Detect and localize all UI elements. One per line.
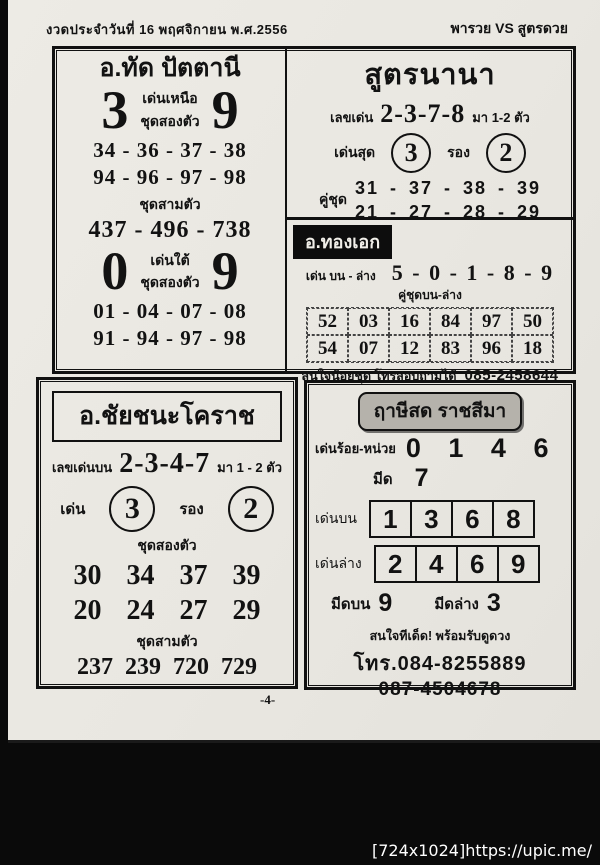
two-digit-row-1: 30 34 37 39 [73, 560, 261, 591]
hot-label: เด่น บน - ล่าง [305, 269, 376, 283]
hundred-unit-label: เด่นร้อย-หน่วย [315, 441, 396, 456]
section-title-band: อ.ทองเอก [293, 225, 392, 259]
meed-bottom-label: มีดล่าง [434, 595, 479, 613]
rong-circle: 2 [486, 133, 526, 173]
section-thong-ek [287, 220, 573, 384]
rong-label: รอง [447, 144, 470, 160]
hundred-unit-numbers: 0 1 4 6 [405, 433, 551, 463]
top-bottom-hot-line [287, 260, 573, 286]
hot-numbers: 2-3-7-8 [380, 99, 466, 128]
bottom-digits-row [307, 545, 573, 583]
digit-cell: 1 [369, 500, 412, 538]
hot-label: เลขเด่นบน [51, 460, 113, 475]
pair-line-1: 31 - 37 - 38 - 39 [354, 178, 542, 198]
north-label-2: ชุดสองตัว [140, 112, 200, 129]
issue-date-header: งวดประจำวันที่ 16 พฤศจิกายน พ.ศ.2556 [46, 22, 288, 37]
pair-grid-label: คู่ชุดบน-ล่าง [398, 288, 462, 302]
three-digit-label: ชุดสามตัว [136, 633, 198, 649]
page-number: -4- [260, 692, 276, 707]
best-circle: 3 [109, 486, 155, 532]
pair-number-grid [306, 307, 554, 363]
grid-cell: 12 [389, 335, 430, 362]
two-digit-row-2: 20 24 27 29 [73, 595, 261, 626]
south-left-digit: 0 [101, 241, 129, 302]
triple-set-label: ชุดสามตัว [139, 196, 201, 213]
grid-cell: 97 [471, 308, 512, 335]
section-chaichana-korat [36, 377, 298, 689]
section-title: สูตรนานา [364, 59, 496, 91]
pair-set-block [287, 176, 573, 225]
hot-suffix: มา 1-2 ตัว [472, 110, 530, 125]
bottom-digit-cells [374, 545, 540, 583]
hot-label: เลขเด่น [330, 110, 374, 125]
digit-cell: 8 [492, 500, 535, 538]
contact-text: สนใจน้อยชุด โทรสอบถามได้ [301, 369, 457, 383]
top-digits-row [307, 500, 573, 538]
digit-cell: 2 [374, 545, 417, 583]
top-digit-cells [369, 500, 535, 538]
north-label-1: เด่นเหนือ [142, 90, 198, 107]
north-digit-row [55, 79, 285, 140]
bottom-digits-label: เด่นล่าง [315, 555, 362, 571]
south-pairs-2: 91 - 94 - 97 - 98 [93, 326, 247, 351]
north-labels [140, 87, 199, 132]
south-labels [140, 249, 199, 294]
contact-text: สนใจทีเด็ด! พร้อมรับดูดวง [369, 629, 511, 643]
hot-numbers-line [287, 99, 573, 129]
digit-cell: 6 [456, 545, 499, 583]
paper-background [8, 0, 600, 743]
north-pairs-1: 34 - 36 - 37 - 38 [93, 137, 247, 162]
north-left-digit: 3 [101, 79, 129, 140]
meed-top-value: 9 [378, 589, 393, 617]
grid-cell: 18 [512, 335, 553, 362]
south-label-1: เด่นใต้ [150, 251, 190, 268]
best-rong-row [39, 486, 295, 532]
phone-number: 085-2458644 [464, 367, 559, 384]
pair-set-lines [355, 176, 541, 225]
three-digit-row: 237 239 720 729 [77, 654, 257, 680]
hot-numbers-line [39, 448, 295, 480]
grid-cell: 83 [430, 335, 471, 362]
section-sut-nana [287, 49, 573, 223]
rong-circle: 2 [228, 486, 274, 532]
north-pairs-2: 94 - 96 - 97 - 98 [93, 164, 247, 189]
hot-numbers: 2-3-4-7 [119, 448, 211, 479]
phone-number-1: โทร.084-8255889 [353, 653, 527, 675]
digit-cell: 6 [451, 500, 494, 538]
south-label-2: ชุดสองตัว [140, 274, 200, 291]
hundred-unit-row [307, 433, 573, 464]
section-title: อ.ชัยชนะโคราช [52, 391, 282, 442]
south-pairs-1: 01 - 04 - 07 - 08 [93, 299, 247, 324]
section-title-badge: ฤาษีสด ราชสีมา [358, 392, 522, 431]
phone-number-2: 087-4504678 [378, 679, 502, 700]
meed-top-bottom-row [307, 589, 573, 618]
grid-cell: 84 [430, 308, 471, 335]
best-circle: 3 [391, 133, 431, 173]
best-label: เด่นสุด [334, 144, 376, 160]
grid-cell: 52 [307, 308, 348, 335]
best-label: เด่น [60, 501, 86, 518]
meed-value: 7 [414, 464, 429, 492]
pair-set-label: คู่ชุด [318, 191, 347, 208]
north-right-digit: 9 [211, 79, 239, 140]
pair-line-2: 21 - 27 - 28 - 29 [354, 202, 542, 223]
grid-cell: 16 [389, 308, 430, 335]
best-rong-row [287, 133, 573, 173]
hosting-watermark: [724x1024]https://upic.me/ [371, 841, 592, 860]
section-ruesi-ratchasima [304, 380, 576, 700]
triple-sets: 437 - 496 - 738 [88, 217, 252, 244]
rong-label: รอง [179, 501, 204, 518]
grid-cell: 50 [512, 308, 553, 335]
section-title: อ.ทัด ปัตตานี [99, 54, 241, 82]
south-digit-row [55, 241, 285, 302]
hot-numbers: 5 - 0 - 1 - 8 - 9 [391, 260, 555, 285]
grid-cell: 03 [348, 308, 389, 335]
top-section-box [52, 46, 576, 384]
grid-cell: 96 [471, 335, 512, 362]
meed-top-label: มีดบน [331, 595, 371, 613]
meed-label: มีด [373, 470, 393, 488]
top-digits-label: เด่นบน [315, 510, 357, 526]
meed-row [307, 464, 573, 493]
meed-bottom-value: 3 [486, 589, 501, 617]
two-digit-label: ชุดสองตัว [137, 537, 197, 553]
grid-cell: 07 [348, 335, 389, 362]
brand-header: พารวย VS สูตรดวย [450, 20, 568, 36]
digit-cell: 3 [410, 500, 453, 538]
digit-cell: 9 [497, 545, 540, 583]
digit-cell: 4 [415, 545, 458, 583]
hot-suffix: มา 1 - 2 ตัว [217, 460, 283, 475]
south-right-digit: 9 [211, 241, 239, 302]
grid-cell: 54 [307, 335, 348, 362]
section-tad-pattani [55, 49, 285, 371]
